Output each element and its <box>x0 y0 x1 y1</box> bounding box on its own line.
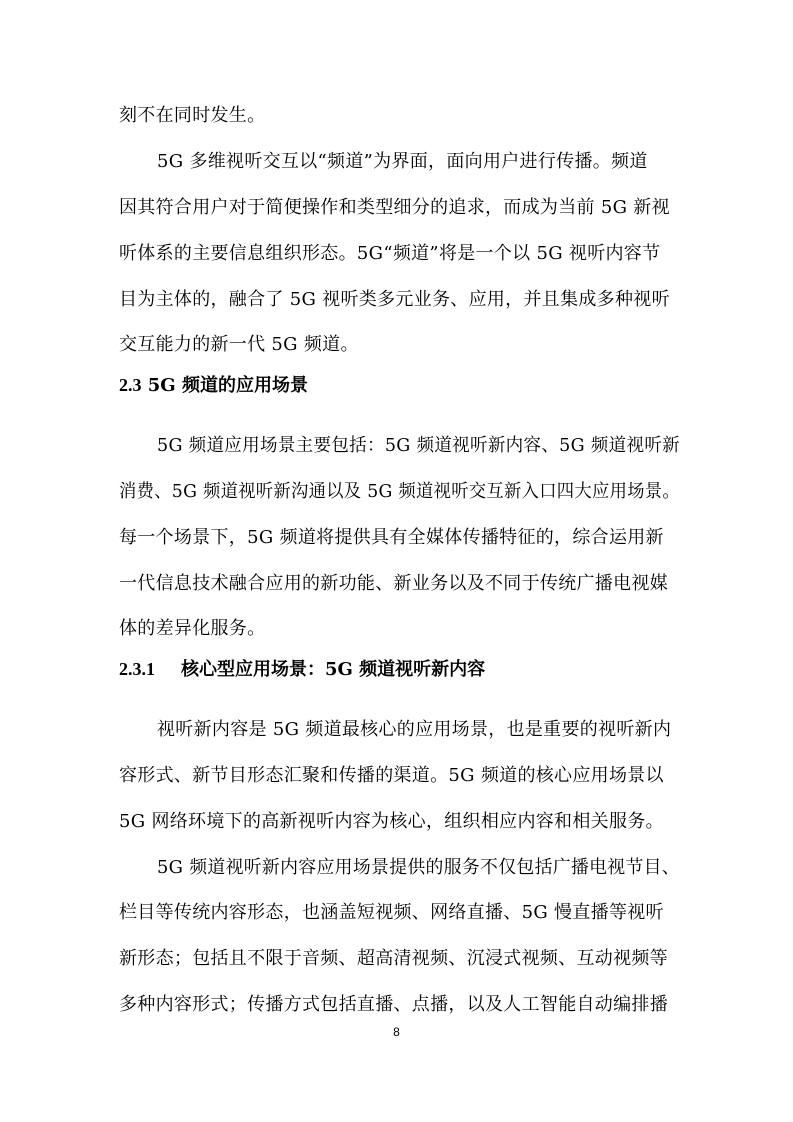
paragraph-1-line: 目为主体的，融合了 5G 视听类多元业务、应用，并且集成多种视听 <box>119 289 670 310</box>
subsection-number: 2.3.1 <box>119 659 155 679</box>
page-number: 8 <box>393 1025 400 1039</box>
section-number: 2.3 <box>119 375 142 395</box>
paragraph-4-line: 多种内容形式；传播方式包括直播、点播，以及人工智能自动编排播 <box>119 994 668 1015</box>
paragraph-2-line: 一代信息技术融合应用的新功能、新业务以及不同于传统广播电视媒 <box>119 573 668 594</box>
paragraph-1-line: 交互能力的新一代 5G 频道。 <box>119 334 359 355</box>
paragraph-2-line: 消费、5G 频道视听新沟通以及 5G 频道视听交互新入口四大应用场景。 <box>119 481 680 502</box>
section-heading-2-3-1 <box>119 657 485 682</box>
section-title: 5G 频道的应用场景 <box>147 375 308 396</box>
paragraph-3-line: 视听新内容是 5G 频道最核心的应用场景，也是重要的视听新内 <box>157 719 672 740</box>
paragraph-2-line: 5G 频道应用场景主要包括：5G 频道视听新内容、5G 频道视听新 <box>157 435 680 456</box>
paragraph-continuation-line: 刻不在同时发生。 <box>119 105 266 126</box>
paragraph-1-line: 因其符合用户对于简便操作和类型细分的追求，而成为当前 5G 新视 <box>119 197 670 218</box>
subsection-title: 核心型应用场景：5G 频道视听新内容 <box>181 659 486 680</box>
paragraph-4-line: 新形态；包括且不限于音频、超高清视频、沉浸式视频、互动视频等 <box>119 948 668 969</box>
paragraph-2-line: 每一个场景下，5G 频道将提供具有全媒体传播特征的，综合运用新 <box>119 527 664 548</box>
paragraph-3-line: 容形式、新节目形态汇聚和传播的渠道。5G 频道的核心应用场景以 <box>119 765 664 786</box>
paragraph-1-line: 5G 多维视听交互以“频道”为界面，面向用户进行传播。频道 <box>157 151 648 172</box>
paragraph-4-line: 5G 频道视听新内容应用场景提供的服务不仅包括广播电视节目、 <box>157 857 680 878</box>
paragraph-2-line: 体的差异化服务。 <box>119 618 266 639</box>
paragraph-3-line: 5G 网络环境下的高新视听内容为核心，组织相应内容和相关服务。 <box>119 811 664 832</box>
paragraph-1-line: 听体系的主要信息组织形态。5G“频道”将是一个以 5G 视听内容节 <box>119 243 661 264</box>
paragraph-4-line: 栏目等传统内容形态，也涵盖短视频、网络直播、5G 慢直播等视听 <box>119 902 664 923</box>
section-heading-2-3 <box>119 373 308 398</box>
